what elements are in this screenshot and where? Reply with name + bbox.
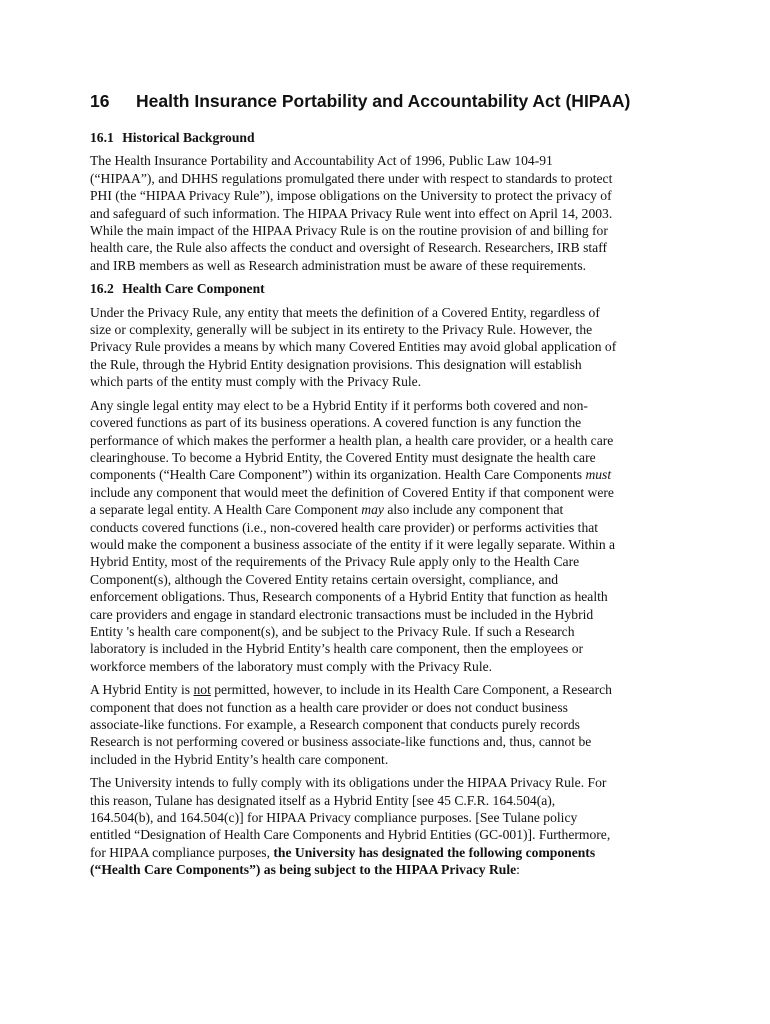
emphasis-must: must xyxy=(585,467,612,483)
subsection-heading-historical-background xyxy=(90,129,682,146)
text-line: enforcement obligations. Thus, Research components of a Hybrid Entity that function as health xyxy=(90,589,608,605)
text-run: components (“Health Care Component”) within its organization. Health Care Components xyxy=(90,467,586,483)
text-line xyxy=(90,466,682,483)
text-line xyxy=(90,681,682,698)
text-line: and safeguard of such information. The HIPAA Privacy Rule went into effect on April 14, 2003. xyxy=(90,205,613,221)
document-page xyxy=(90,90,682,885)
text-line: 164.504(b), and 164.504(c)] for HIPAA Privacy compliance purposes. [See Tulane policy xyxy=(90,810,578,826)
text-line: this reason, Tulane has designated itself as a Hybrid Entity [see 45 C.F.R. 164.504(a), xyxy=(90,792,556,808)
bold-run: (“Health Care Components”) as being subject to the HIPAA Privacy Rule xyxy=(90,862,517,878)
bold-run: the University has designated the following components xyxy=(273,844,596,860)
text-line: laboratory is included in the Hybrid Entity’s health care component, then the employees or xyxy=(90,641,584,657)
text-line: Under the Privacy Rule, any entity that meets the definition of a Covered Entity, regardless of xyxy=(90,304,600,320)
paragraph-research-component xyxy=(90,681,682,768)
text-line: clearinghouse. To become a Hybrid Entity, the Covered Entity must designate the health care xyxy=(90,449,596,465)
text-run: permitted, however, to include in its Health Care Component, a Research xyxy=(210,682,612,698)
text-line: performance of which makes the performer a health plan, a health care provider, or a health care xyxy=(90,432,614,448)
text-line xyxy=(90,501,682,518)
text-line: workforce members of the laboratory must comply with the Privacy Rule. xyxy=(90,658,493,674)
text-line: (“HIPAA”), and DHHS regulations promulgated there under with respect to standards to protect xyxy=(90,170,613,186)
text-line xyxy=(90,861,682,878)
text-line: The Health Insurance Portability and Accountability Act of 1996, Public Law 104-91 xyxy=(90,153,553,169)
paragraph-historical-background xyxy=(90,152,682,274)
text-line: Research is not performing covered or business associate-like functions and, thus, cannot be xyxy=(90,734,592,750)
text-line: would make the component a business associate of the entity if it were legally separate. Within a xyxy=(90,536,616,552)
text-line: entitled “Designation of Health Care Components and Hybrid Entities (GC-001)]. Furthermore, xyxy=(90,827,611,843)
text-line: associate-like functions. For example, a Research component that conducts purely records xyxy=(90,717,580,732)
text-line: conducts covered functions (i.e., non-covered health care provider) or performs activities that xyxy=(90,519,599,535)
emphasis-may: may xyxy=(361,502,384,518)
text-line: the Rule, through the Hybrid Entity designation provisions. This designation will establish xyxy=(90,356,582,372)
text-line: While the main impact of the HIPAA Privacy Rule is on the routine provision of and billing for xyxy=(90,223,608,239)
text-line: covered functions as part of its business operations. A covered function is any function the xyxy=(90,415,582,431)
underline-not: not xyxy=(193,682,211,698)
text-line: included in the Hybrid Entity’s health care component. xyxy=(90,751,389,767)
text-line: and IRB members as well as Research administration must be aware of these requirements. xyxy=(90,257,587,273)
text-line: component that does not function as a health care provider or does not conduct business xyxy=(90,699,568,715)
paragraph-tulane-designation xyxy=(90,774,682,878)
section-title: Health Insurance Portability and Accountability Act (HIPAA) xyxy=(136,91,631,111)
text-run: : xyxy=(516,862,520,878)
text-run: A Hybrid Entity is xyxy=(90,682,194,698)
text-line: Hybrid Entity, most of the requirements of the Privacy Rule apply only to the Health Care xyxy=(90,554,580,570)
text-line: which parts of the entity must comply with the Privacy Rule. xyxy=(90,374,422,390)
text-line: Component(s), although the Covered Entity retains certain oversight, compliance, and xyxy=(90,571,559,587)
text-line: size or complexity, generally will be subject in its entirety to the Privacy Rule. However, the xyxy=(90,322,593,338)
text-line: Any single legal entity may elect to be a Hybrid Entity if it performs both covered and non- xyxy=(90,397,588,413)
subsection-title: Historical Background xyxy=(122,130,255,145)
text-line: include any component that would meet the definition of Covered Entity if that component were xyxy=(90,484,614,500)
text-line xyxy=(90,844,682,861)
paragraph-covered-entity xyxy=(90,304,682,391)
subsection-title: Health Care Component xyxy=(122,281,265,297)
text-run: a separate legal entity. A Health Care Component xyxy=(90,502,362,518)
text-line: The University intends to fully comply with its obligations under the HIPAA Privacy Rule. For xyxy=(90,775,607,791)
subsection-heading-health-care-component xyxy=(90,280,682,297)
subsection-number: 16.2 xyxy=(90,281,114,297)
text-line: Privacy Rule provides a means by which many Covered Entities may avoid global application of xyxy=(90,339,617,355)
text-line: care providers and engage in standard electronic transactions must be included in the Hybrid xyxy=(90,606,594,622)
text-run: also include any component that xyxy=(383,502,564,518)
text-run: for HIPAA compliance purposes, xyxy=(90,844,274,860)
paragraph-hybrid-entity xyxy=(90,397,682,676)
text-line: PHI (the “HIPAA Privacy Rule”), impose obligations on the University to protect the privacy of xyxy=(90,188,612,204)
text-line: Entity 's health care component(s), and be subject to the Privacy Rule. If such a Research xyxy=(90,623,575,639)
section-number: 16 xyxy=(90,91,110,111)
section-heading xyxy=(90,90,682,112)
text-line: health care, the Rule also affects the conduct and oversight of Research. Researchers, IRB staff xyxy=(90,240,608,256)
subsection-number: 16.1 xyxy=(90,130,114,145)
